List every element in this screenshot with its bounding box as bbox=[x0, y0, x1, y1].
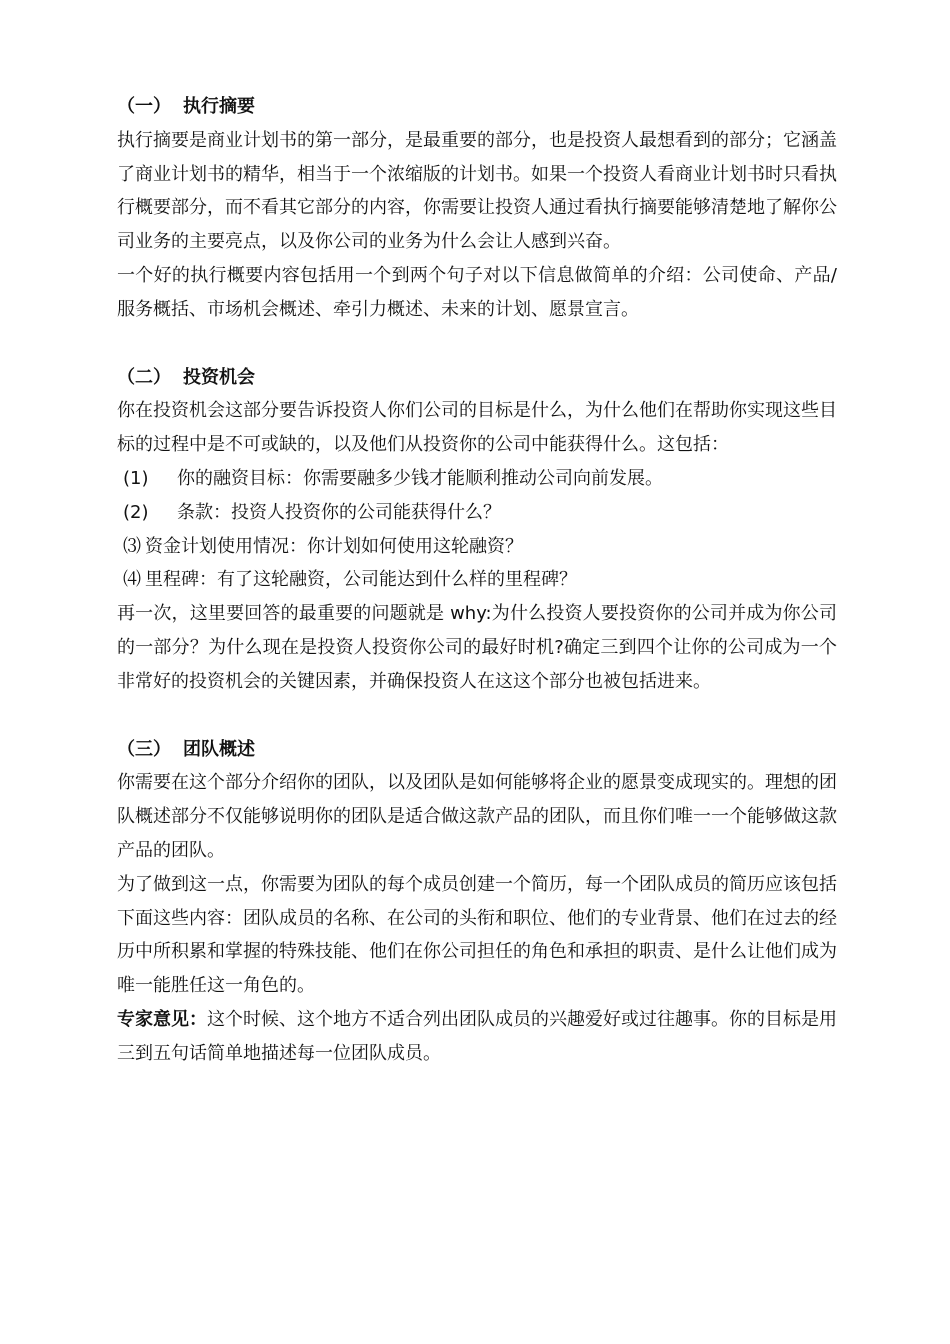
expert-label: 专家意见： bbox=[117, 1008, 207, 1030]
list-marker: ⑶ bbox=[123, 535, 141, 557]
list-marker: ⑷ bbox=[123, 569, 141, 591]
section-title: 团队概述 bbox=[183, 738, 255, 760]
section-heading bbox=[117, 733, 837, 767]
expert-text: 这个时候、这个地方不适合列出团队成员的兴趣爱好或过往趣事。你的目标是用三到五句话简单地描述每一位团队成员。 bbox=[117, 1008, 837, 1064]
section-heading bbox=[117, 361, 837, 395]
paragraph: 一个好的执行概要内容包括用一个到两个句子对以下信息做简单的介绍：公司使命、产品/服务概括、市场机会概述、牵引力概述、未来的计划、愿景宣言。 bbox=[117, 264, 837, 320]
list-text: 里程碑：有了这轮融资，公司能达到什么样的里程碑？ bbox=[145, 569, 577, 591]
list-text: 你的融资目标：你需要融多少钱才能顺利推动公司向前发展。 bbox=[177, 467, 663, 489]
section-team-overview bbox=[117, 733, 837, 1071]
paragraph: 你需要在这个部分介绍你的团队，以及团队是如何能够将企业的愿景变成现实的。理想的团队概述部分不仅能够说明你的团队是适合做这款产品的团队，而且你们唯一一个能够做这款产品的团队。 bbox=[117, 772, 837, 861]
section-investment-opportunity bbox=[117, 361, 837, 699]
list-item bbox=[117, 530, 837, 564]
paragraph: 再一次，这里要回答的最重要的问题就是 why:为什么投资人要投资你的公司并成为你公司的一部分？为什么现在是投资人投资你公司的最好时机?确定三到四个让你的公司成为一个非常好的投资机会的关键因素，并确保投资人在这这个部分也被包括进来。 bbox=[117, 603, 837, 692]
list-item bbox=[117, 563, 837, 597]
list-text: 条款：投资人投资你的公司能获得什么？ bbox=[177, 501, 501, 523]
paragraph: 执行摘要是商业计划书的第一部分，是最重要的部分，也是投资人最想看到的部分；它涵盖了商业计划书的精华，相当于一个浓缩版的计划书。如果一个投资人看商业计划书时只看执行概要部分，而不看其它部分的内容，你需要让投资人通过看执行摘要能够清楚地了解你公司业务的主要亮点，以及你公司的业务为什么会让人感到兴奋。 bbox=[117, 129, 837, 253]
paragraph: 你在投资机会这部分要告诉投资人你们公司的目标是什么，为什么他们在帮助你实现这些目标的过程中是不可或缺的，以及他们从投资你的公司中能获得什么。这包括： bbox=[117, 400, 837, 456]
section-number: （二） bbox=[117, 366, 171, 388]
list-item bbox=[117, 496, 837, 530]
section-title: 投资机会 bbox=[183, 366, 255, 388]
list-marker: (1) bbox=[123, 467, 149, 489]
paragraph: 为了做到这一点，你需要为团队的每个成员创建一个简历，每一个团队成员的简历应该包括下面这些内容：团队成员的名称、在公司的头衔和职位、他们的专业背景、他们在过去的经历中所积累和掌握的特殊技能、他们在你公司担任的角色和承担的职责、是什么让他们成为唯一能胜任这一角色的。 bbox=[117, 873, 837, 997]
document-page bbox=[117, 90, 837, 1071]
list-marker: (2) bbox=[123, 501, 149, 523]
section-title: 执行摘要 bbox=[183, 96, 255, 117]
list-item bbox=[117, 462, 837, 496]
section-heading bbox=[117, 90, 837, 124]
section-number: （一） bbox=[117, 96, 171, 117]
list-text: 资金计划使用情况：你计划如何使用这轮融资？ bbox=[145, 535, 523, 557]
section-executive-summary bbox=[117, 90, 837, 327]
expert-note bbox=[117, 1003, 837, 1071]
section-number: （三） bbox=[117, 738, 171, 760]
